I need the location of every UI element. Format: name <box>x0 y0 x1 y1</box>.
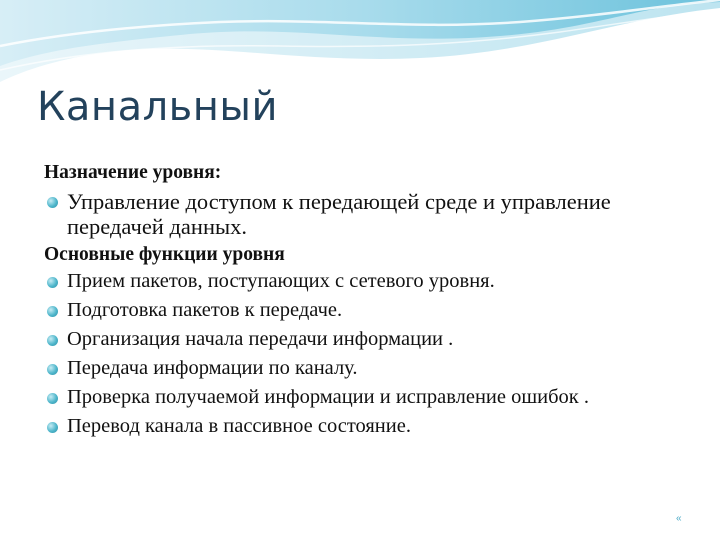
function-item <box>44 357 684 380</box>
bullet-icon <box>47 393 58 404</box>
function-item-text: Перевод канала в пассивное состояние. <box>67 415 411 437</box>
bullet-icon <box>47 335 58 346</box>
function-item-text: Передача информации по каналу. <box>67 357 358 379</box>
bullet-icon <box>47 422 58 433</box>
function-item <box>44 299 684 322</box>
function-item-text: Подготовка пакетов к передаче. <box>67 299 343 321</box>
bullet-icon <box>47 197 58 208</box>
function-item <box>44 328 684 351</box>
functions-heading: Основные функции уровня <box>44 244 285 265</box>
bullet-icon <box>47 306 58 317</box>
function-item <box>44 386 684 409</box>
function-item <box>44 270 684 293</box>
bullet-icon <box>47 364 58 375</box>
function-item-text: Проверка получаемой информации и исправление ошибок . <box>67 386 590 408</box>
header-wave-decoration <box>0 0 720 90</box>
purpose-item-text: Управление доступом к передающей среде и управление передачей данных. <box>67 189 611 239</box>
purpose-heading: Назначение уровня: <box>44 162 222 183</box>
bullet-icon <box>47 277 58 288</box>
function-item-text: Организация начала передачи информации . <box>67 328 454 350</box>
function-item-text: Прием пакетов, поступающих с сетевого уровня. <box>67 270 495 292</box>
purpose-item <box>44 189 684 239</box>
slide-content <box>44 160 684 438</box>
slide-title: Канальный <box>37 84 278 130</box>
page-marker: « <box>676 513 682 524</box>
function-item <box>44 415 684 438</box>
